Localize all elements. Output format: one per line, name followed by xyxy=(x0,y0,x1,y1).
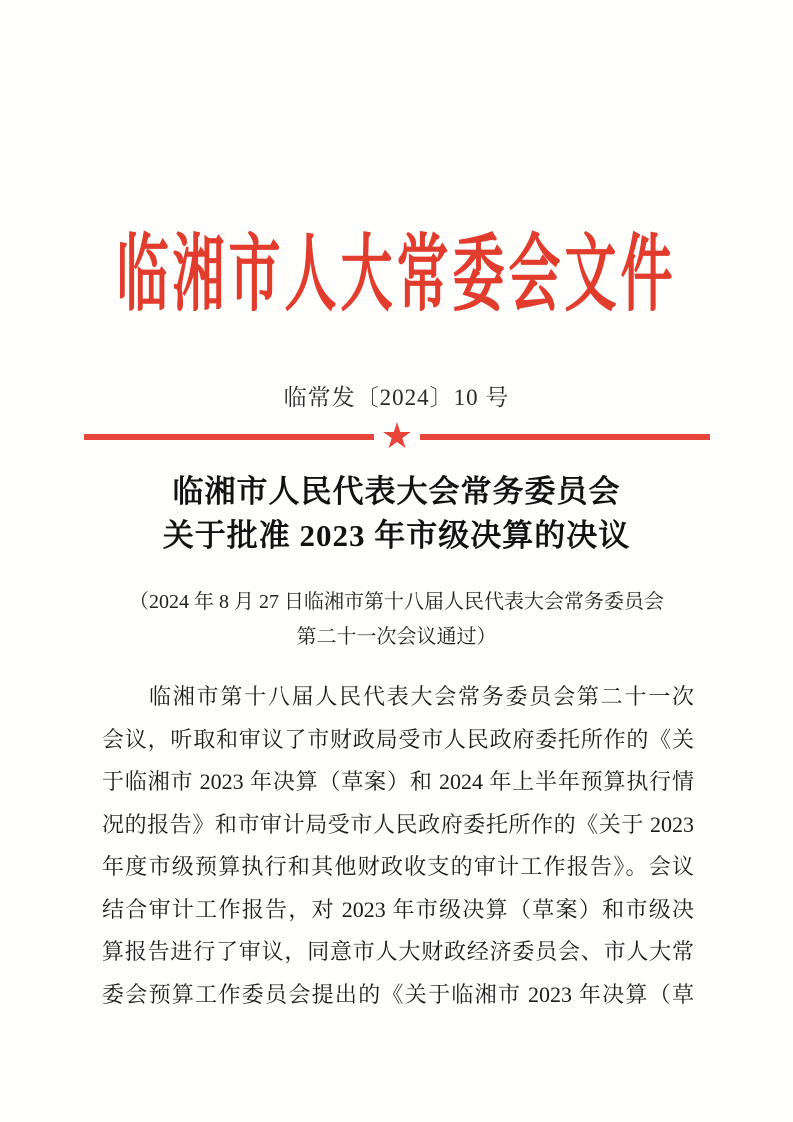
body-line: 委会预算工作委员会提出的《关于临湘市 2023 年决算（草 xyxy=(102,981,694,1007)
divider-line-right xyxy=(420,434,710,440)
document-subtitle-line1: （2024 年 8 月 27 日临湘市第十八届人民代表大会常务委员会 xyxy=(129,591,664,613)
red-header-masthead xyxy=(0,214,793,322)
document-title-line1: 临湘市人民代表大会常务委员会 xyxy=(172,474,621,509)
body-line: 临湘市第十八届人民代表大会常务委员会第二十一次 xyxy=(149,684,694,709)
document-number: 临常发〔2024〕10 号 xyxy=(283,385,510,410)
divider-line-left xyxy=(84,434,374,440)
body-line: 于临湘市 2023 年决算（草案）和 2024 年上半年预算执行情 xyxy=(102,769,694,794)
document-subtitle xyxy=(0,585,793,655)
masthead-title: 临湘市人大常委会文件 xyxy=(116,229,677,322)
star-icon: ★ xyxy=(380,416,414,457)
red-divider xyxy=(84,416,710,457)
body-line: 算报告进行了审议，同意市人大财政经济委员会、市人大常 xyxy=(102,939,694,964)
body-line: 会议，听取和审议了市财政局受市人民政府委托所作的《关 xyxy=(102,726,694,752)
body-line: 况的报告》和市审计局受市人民政府委托所作的《关于 2023 xyxy=(102,811,694,837)
document-subtitle-line2: 第二十一次会议通过） xyxy=(296,626,497,648)
body-line: 年度市级预算执行和其他财政收支的审计工作报告》。会议 xyxy=(102,854,694,879)
body-paragraph xyxy=(102,676,694,1016)
document-title-line2: 关于批准 2023 年市级决算的决议 xyxy=(162,518,631,553)
document-title xyxy=(0,470,793,558)
body-line: 结合审计工作报告，对 2023 年市级决算（草案）和市级决 xyxy=(102,896,694,922)
